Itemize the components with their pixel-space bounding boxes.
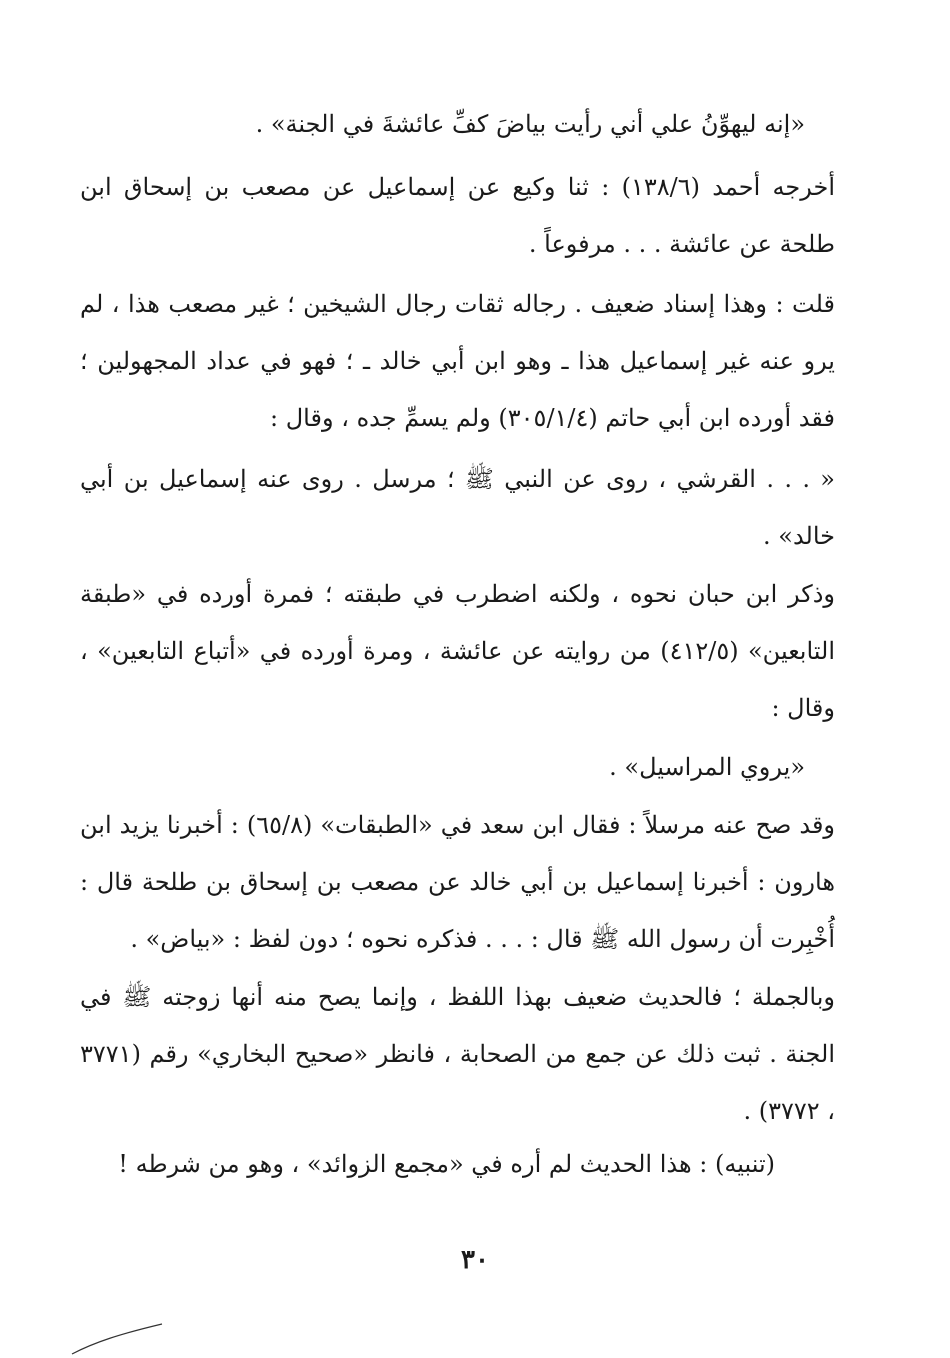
ibn-saad-paragraph: وقد صح عنه مرسلاً : فقال ابن سعد في «الطبقات» (٦٥/٨) : أخبرنا يزيد ابن هارون : أخبرنا إسماعيل بن أبي خالد عن مصعب بن إسحاق بن طلحة قال : أُخْبِرت أن رسول الله ﷺ قال : . . . فذكره نحوه ؛ دون لفظ : «بياض» . [80, 811, 836, 953]
ibn-hibban-paragraph: وذكر ابن حبان نحوه ، ولكنه اضطرب في طبقته ؛ فمرة أورده في «طبقة التابعين» (٤١٢/٥) من روايته عن عائشة ، ومرة أورده في «أتباع التابعين» ، وقال : [80, 580, 835, 722]
page-number: ٣٠ [461, 1245, 489, 1275]
ibn-abi-hatim-quote-paragraph: « . . . القرشي ، روى عن النبي ﷺ ؛ مرسل . روى عنه إسماعيل بن أبي خالد» . [80, 465, 835, 550]
isnad-analysis-paragraph: قلت : وهذا إسناد ضعيف . رجاله ثقات رجال الشيخين ؛ غير مصعب هذا ، لم يرو عنه غير إسماعيل هذا ـ وهو ابن أبي خالد ـ ؛ فهو في عداد المجهولين ؛ فقد أورده ابن أبي حاتم (٣٠٥/١/٤) ولم يسمِّ جده ، وقال : [80, 290, 835, 432]
takhrij-paragraph: أخرجه أحمد (١٣٨/٦) : ثنا وكيع عن إسماعيل عن مصعب بن إسحاق ابن طلحة عن عائشة . . . مرفوعاً . [80, 173, 836, 258]
pen-stroke-mark [70, 1318, 170, 1358]
marasil-quote-paragraph: «يروي المراسيل» . [609, 753, 805, 781]
note-paragraph: (تنبيه) : هذا الحديث لم أره في «مجمع الزوائد» ، وهو من شرطه ! [118, 1150, 775, 1178]
hadith-quote-paragraph: «إنه ليهوِّنُ علي أني رأيت بياضَ كفِّ عائشةَ في الجنة» . [255, 110, 805, 138]
conclusion-paragraph: وبالجملة ؛ فالحديث ضعيف بهذا اللفظ ، وإنما يصح منه أنها زوجته ﷺ في الجنة . ثبت ذلك عن جمع من الصحابة ، فانظر «صحيح البخاري» رقم (٣٧٧١ ، ٣٧٧٢) . [80, 983, 835, 1125]
